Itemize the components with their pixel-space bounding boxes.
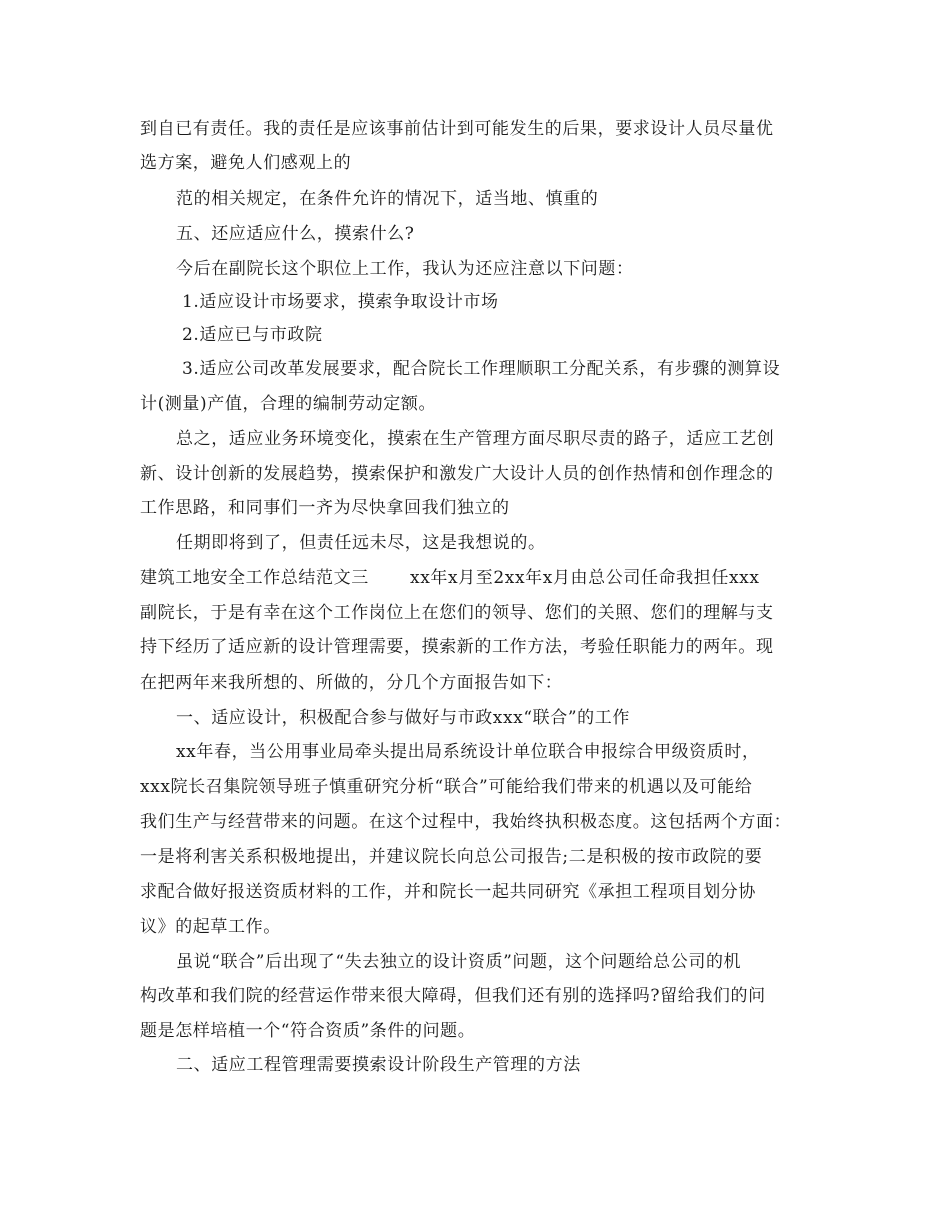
text-line: 工作思路，和同事们一齐为尽快拿回我们独立的 bbox=[140, 498, 510, 518]
text-line: 计(测量)产值，合理的编制劳动定额。 bbox=[140, 394, 437, 414]
text-line: 一是将利害关系积极地提出，并建议院长向总公司报告;二是积极的按市政院的要 bbox=[140, 847, 763, 867]
text-line: 议》的起草工作。 bbox=[140, 917, 281, 937]
text-line: 副院长，于是有幸在这个工作岗位上在您们的领导、您们的关照、您们的理解与支 bbox=[140, 603, 774, 623]
text-line: 一、适应设计，积极配合参与做好与市政xxx“联合”的工作 bbox=[176, 708, 630, 728]
text-line: xxx院长召集院领导班子慎重研究分析“联合”可能给我们带来的机遇以及可能给 bbox=[140, 777, 753, 797]
text-line: 今后在副院长这个职位上工作，我认为还应注意以下问题： bbox=[176, 259, 634, 279]
text-line: 构改革和我们院的经营运作带来很大障碍，但我们还有别的选择吗?留给我们的问 bbox=[140, 986, 766, 1006]
text-line: 任期即将到了，但责任远未尽，这是我想说的。 bbox=[176, 533, 546, 553]
list-item: 1.适应设计市场要求，摸索争取设计市场 bbox=[182, 292, 499, 312]
text-line: 持下经历了适应新的设计管理需要，摸索新的工作方法，考验任职能力的两年。现 bbox=[140, 637, 774, 657]
section-heading: 建筑工地安全工作总结范文三 xx年x月至2xx年x月由总公司任命我担任xxx bbox=[140, 568, 760, 588]
text-line: 求配合做好报送资质材料的工作，并和院长一起共同研究《承担工程项目划分协 bbox=[140, 882, 756, 902]
list-item: 2.适应已与市政院 bbox=[182, 325, 323, 345]
text-line: 五、还应适应什么，摸索什么? bbox=[176, 224, 415, 244]
text-line: 我们生产与经营带来的问题。在这个过程中，我始终执积极态度。这包括两个方面： bbox=[140, 812, 792, 832]
text-line: 范的相关规定，在条件允许的情况下，适当地、慎重的 bbox=[176, 189, 599, 209]
text-line: 新、设计创新的发展趋势，摸索保护和激发广大设计人员的创作热情和创作理念的 bbox=[140, 464, 774, 484]
text-line: 题是怎样培植一个“符合资质”条件的问题。 bbox=[140, 1021, 476, 1041]
text-line: 总之，适应业务环境变化，摸索在生产管理方面尽职尽责的路子，适应工艺创 bbox=[176, 429, 775, 449]
text-line: 选方案，避免人们感观上的 bbox=[140, 153, 352, 173]
text-line: xx年春，当公用事业局牵头提出局系统设计单位联合申报综合甲级资质时， bbox=[176, 742, 760, 762]
text-line: 到自已有责任。我的责任是应该事前估计到可能发生的后果，要求设计人员尽量优 bbox=[140, 119, 774, 139]
text-line: 虽说“联合”后出现了“失去独立的设计资质”问题，这个问题给总公司的机 bbox=[176, 952, 742, 972]
list-item: 3.适应公司改革发展要求，配合院长工作理顺职工分配关系，有步骤的测算设 bbox=[182, 359, 781, 379]
text-line: 在把两年来我所想的、所做的，分几个方面报告如下： bbox=[140, 673, 563, 693]
text-line: 二、适应工程管理需要摸索设计阶段生产管理的方法 bbox=[176, 1055, 581, 1075]
